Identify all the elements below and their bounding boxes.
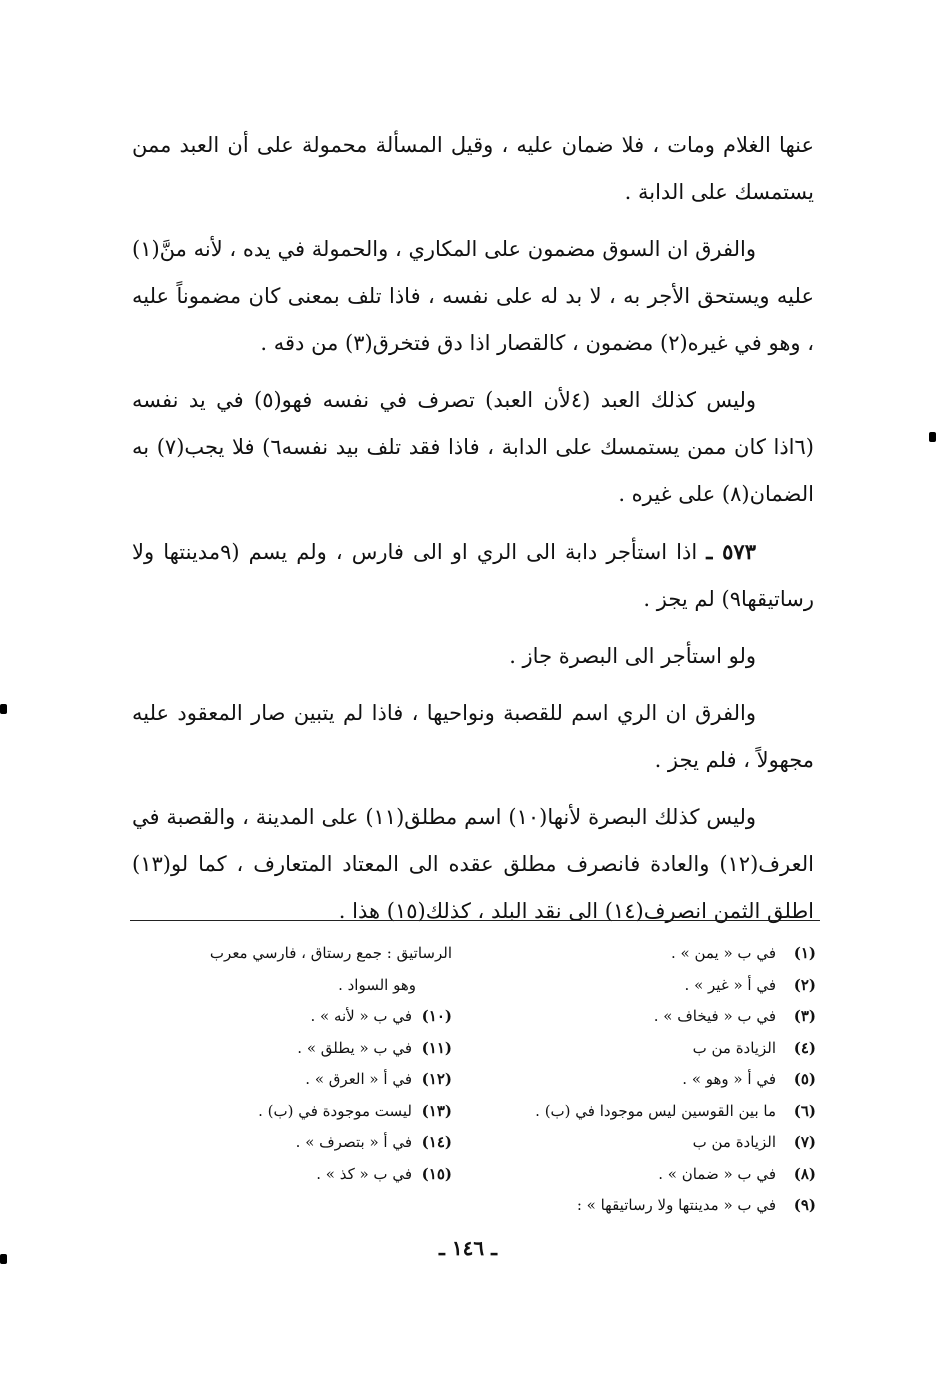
footnotes-left-column [134, 938, 452, 1190]
footnote [134, 1096, 452, 1128]
footnote-text: في ب « يطلق » . [297, 1038, 412, 1057]
footnote-text: في أ « غير » . [684, 975, 776, 994]
footnote-number: (١٢) [421, 1070, 452, 1088]
scan-mark [0, 704, 7, 714]
footnote-text: الزيادة من ب [692, 1038, 776, 1057]
footnote-number: (١) [793, 944, 816, 962]
footnote [134, 1033, 452, 1065]
page-number: ـ ١٤٦ ـ [439, 1236, 497, 1260]
footnote [134, 1127, 452, 1159]
footnote [470, 1096, 816, 1128]
footnote [470, 1001, 816, 1033]
footnote [470, 970, 816, 1002]
footnote-text: الزيادة من ب [692, 1133, 776, 1151]
footnote-number: (٧) [793, 1133, 816, 1151]
paragraph-3: وليس كذلك العبد (٤لأن العبد) تصرف في نفسه فهو(٥) في يد نفسه (٦اذا كان ممن يستمسك على الدابة ، فاذا فقد تلف بيد نفسه٦) فلا يجب(٧) به الضمان(٨) على غيره . [132, 388, 814, 506]
footnote-continuation [134, 938, 452, 970]
footnote-text: وهو السواد . [338, 975, 416, 994]
paragraph-5: ولو استأجر الى البصرة جاز . [509, 644, 756, 668]
footnote-text: في ب « مدينتها ولا رساتيقها » : [576, 1196, 776, 1214]
footnote-number: (٢) [793, 975, 816, 994]
footnote-number: (٦) [793, 1101, 816, 1120]
footnote-number: (٩) [793, 1196, 816, 1214]
footnote-text: في ب « لأنه » . [310, 1007, 412, 1025]
footnote-number: (٣) [793, 1007, 816, 1025]
main-text [132, 122, 814, 945]
footnote-text: في ب « فيخاف » . [653, 1007, 776, 1025]
footnote-number: (١٣) [421, 1101, 452, 1120]
footnote [470, 1159, 816, 1191]
footnote-text: في ب « ضمان » . [658, 1164, 776, 1183]
footnote-text: في أ « العرق » . [305, 1070, 412, 1088]
footnote [134, 1064, 452, 1096]
footnote [134, 1001, 452, 1033]
footnotes-right-column [470, 938, 816, 1222]
paragraph-4 [132, 528, 814, 623]
footnote [134, 1159, 452, 1191]
paragraph-7: وليس كذلك البصرة لأنها(١٠) اسم مطلق(١١) على المدينة ، والقصبة في العرف(١٢) والعادة فانصرف مطلق عقده الى المعتاد المتعارف ، كما لو(١٣) اطلق الثمن انصرف(١٤) الى نقد البلد ، كذلك(١٥) هذا . [132, 805, 814, 923]
paragraph-1: عنها الغلام ومات ، فلا ضمان عليه ، وقيل المسألة محمولة على أن العبد ممن يستمسك على الدابة . [132, 133, 814, 204]
footnote-number: (٤) [793, 1038, 816, 1057]
footnote [470, 1127, 816, 1159]
footnote-number: (١٤) [421, 1133, 452, 1151]
footnote [470, 938, 816, 970]
footnote-text: في أ « وهو » . [682, 1070, 776, 1088]
footnote-number: (١١) [421, 1038, 452, 1057]
footnote [470, 1033, 816, 1065]
footnote-number: (١٥) [421, 1164, 452, 1183]
footnote-text: في ب « يمن » . [670, 944, 776, 962]
scan-mark [0, 1254, 7, 1264]
footnote-separator [130, 920, 820, 921]
footnote-number: (١٠) [421, 1007, 452, 1025]
footnote-text: ليست موجودة في (ب) . [258, 1101, 412, 1120]
issue-number: ٥٧٣ ـ [706, 539, 756, 564]
paragraph-6: والفرق ان الري اسم للقصبة ونواحيها ، فاذا لم يتبين صار المعقود عليه مجهولاً ، فلم يجز . [132, 701, 814, 772]
footnote [470, 1190, 816, 1222]
footnote-number: (٥) [793, 1070, 816, 1088]
paragraph-2: والفرق ان السوق مضمون على المكاري ، والحمولة في يده ، لأنه منَّ(١) عليه ويستحق الأجر به ، لا بد له على نفسه ، فاذا تلف بمعنى كان مضموناً عليه ، وهو في غيره(٢) مضمون ، كالقصار اذا دق فتخرق(٣) من دقه . [132, 237, 814, 355]
footnote-number: (٨) [793, 1164, 816, 1183]
footnote [470, 1064, 816, 1096]
footnote-text: ما بين القوسين ليس موجودا في (ب) . [535, 1101, 776, 1120]
footnote-text: في ب « كذ » . [316, 1164, 412, 1183]
paragraph-4-text: اذا استأجر دابة الى الري او الى فارس ، ولم يسم (٩مدينتها ولا رساتيقها٩) لم يجز . [132, 540, 814, 611]
footnote-text: في أ « بتصرف » . [295, 1133, 412, 1151]
footnote-text: الرساتيق : جمع رستاق ، فارسي معرب [209, 944, 452, 962]
footnote-continuation [134, 970, 452, 1002]
scan-mark [929, 432, 936, 442]
